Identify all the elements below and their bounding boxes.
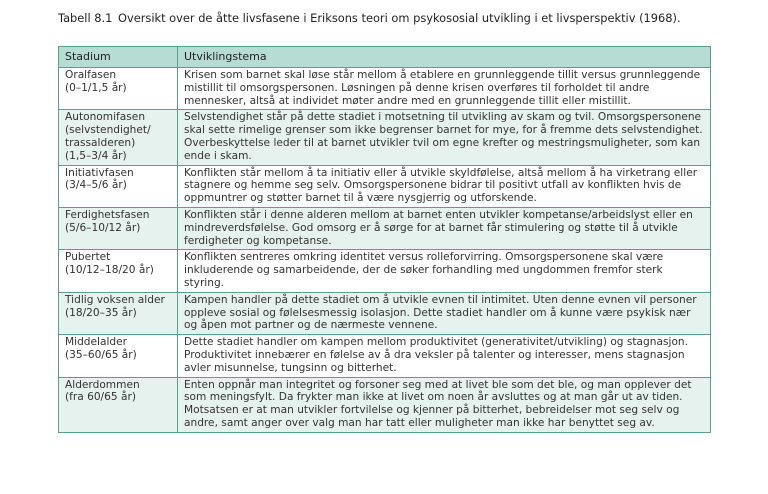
- stage-age: (35–60/65 år): [65, 348, 137, 361]
- stage-name: Middelalder: [65, 336, 128, 349]
- theme-cell: Selvstendighet står på dette stadiet i motsetning til utvikling av skam og tvil. Omsorgspersonene skal sette rimelige grenser som ikke begrenser barnet for mye, for å fremme dets selvstendighet. Overbeskyttelse leder til at barnet utvikler tvil om egne krefter og mestringsmuligheter, som kan ende i skam.: [178, 110, 711, 165]
- table-row: [59, 292, 711, 334]
- table-row: [59, 207, 711, 249]
- stage-subtitle: (selvstendighet/: [65, 124, 151, 137]
- stage-name: Alderdommen: [65, 378, 140, 391]
- header-utviklingstema: Utviklingstema: [178, 47, 711, 68]
- table-header-row: [59, 47, 711, 68]
- theme-cell: Konflikten sentreres omkring identitet versus rolleforvirring. Omsorgspersonene skal være inkluderende og samarbeidende, der de søker forhandling med ungdommen fremfor sterk styring.: [178, 250, 711, 292]
- stage-name: Autonomifasen: [65, 111, 146, 124]
- table-row: [59, 110, 711, 165]
- theme-cell: Dette stadiet handler om kampen mellom produktivitet (generativitet/utvikling) og stagnasjon. Produktivitet innebærer en følelse av å dra veksler på talenter og interesser, mens stagnasjon avler misunnelse, tungsinn og bitterhet.: [178, 335, 711, 377]
- caption-text: Oversikt over de åtte livsfasene i Eriksons teori om psykososial utvikling i et livsperspektiv (1968).: [118, 11, 681, 25]
- stage-cell: [59, 250, 178, 292]
- stage-cell: [59, 110, 178, 165]
- stage-cell: [59, 165, 178, 207]
- table-row: [59, 335, 711, 377]
- stage-age: (3/4–5/6 år): [65, 179, 127, 192]
- stage-name: Oralfasen: [65, 69, 117, 81]
- table-number: Tabell 8.1: [58, 11, 113, 25]
- table-row: [59, 377, 711, 432]
- table-row: [59, 68, 711, 110]
- stage-name: Pubertet: [65, 251, 111, 264]
- stage-age: (0–1/1,5 år): [65, 81, 127, 94]
- table-row: [59, 165, 711, 207]
- stage-name: Tidlig voksen alder: [65, 293, 165, 306]
- stage-cell: [59, 377, 178, 432]
- stage-age: (1,5–3/4 år): [65, 149, 127, 162]
- stage-cell: [59, 292, 178, 334]
- theme-cell: Enten oppnår man integritet og forsoner seg med at livet ble som det ble, og man opplever det som meningsfylt. Da frykter man ikke at livet om noen år avsluttes og at man går ut av tiden. Motsatsen er at man utvikler fortvilelse og kjenner på bitterhet, bebreidelser mot seg selv og andre, samt anger over valg man har tatt eller muligheter man ikke har benyttet seg av.: [178, 377, 711, 432]
- stage-age: (fra 60/65 år): [65, 391, 136, 404]
- table-caption: [58, 10, 681, 26]
- erikson-stages-table: [58, 46, 711, 433]
- stage-subtitle: trassalderen): [65, 136, 136, 149]
- stage-name: Initiativfasen: [65, 166, 134, 179]
- theme-cell: Krisen som barnet skal løse står mellom å etablere en grunnleggende tillit versus grunnleggende mistillit til omsorgspersonen. Løsningen på denne krisen overføres til forholdet til andre mennesker, altså at individet møter andre med en grunnleggende tillit eller mistillit.: [178, 68, 711, 110]
- stage-cell: [59, 335, 178, 377]
- header-stadium: Stadium: [59, 47, 178, 68]
- theme-cell: Kampen handler på dette stadiet om å utvikle evnen til intimitet. Uten denne evnen vil personer oppleve sosial og følelsesmessig isolasjon. Dette stadiet handler om å kunne være psykisk nær og åpen mot partner og de nærmeste vennene.: [178, 292, 711, 334]
- stage-age: (5/6–10/12 år): [65, 221, 141, 234]
- stage-age: (18/20–35 år): [65, 306, 137, 319]
- theme-cell: Konflikten står i denne alderen mellom at barnet enten utvikler kompetanse/arbeidslyst eller en mindreverdsfølelse. God omsorg er å sørge for at barnet får stimulering og støtte til å utvikle ferdigheter og kompetanse.: [178, 207, 711, 249]
- theme-cell: Konflikten står mellom å ta initiativ eller å utvikle skyldfølelse, altså mellom å ha virketrang eller stagnere og hemme seg selv. Omsorgspersonene bidrar til positivt utfall av konflikten hvis de oppmuntrer og støtter barnet til å være nysgjerrig og utforskende.: [178, 165, 711, 207]
- stage-age: (10/12–18/20 år): [65, 264, 154, 277]
- stage-cell: [59, 68, 178, 110]
- stage-cell: [59, 207, 178, 249]
- table-row: [59, 250, 711, 292]
- stage-name: Ferdighetsfasen: [65, 208, 150, 221]
